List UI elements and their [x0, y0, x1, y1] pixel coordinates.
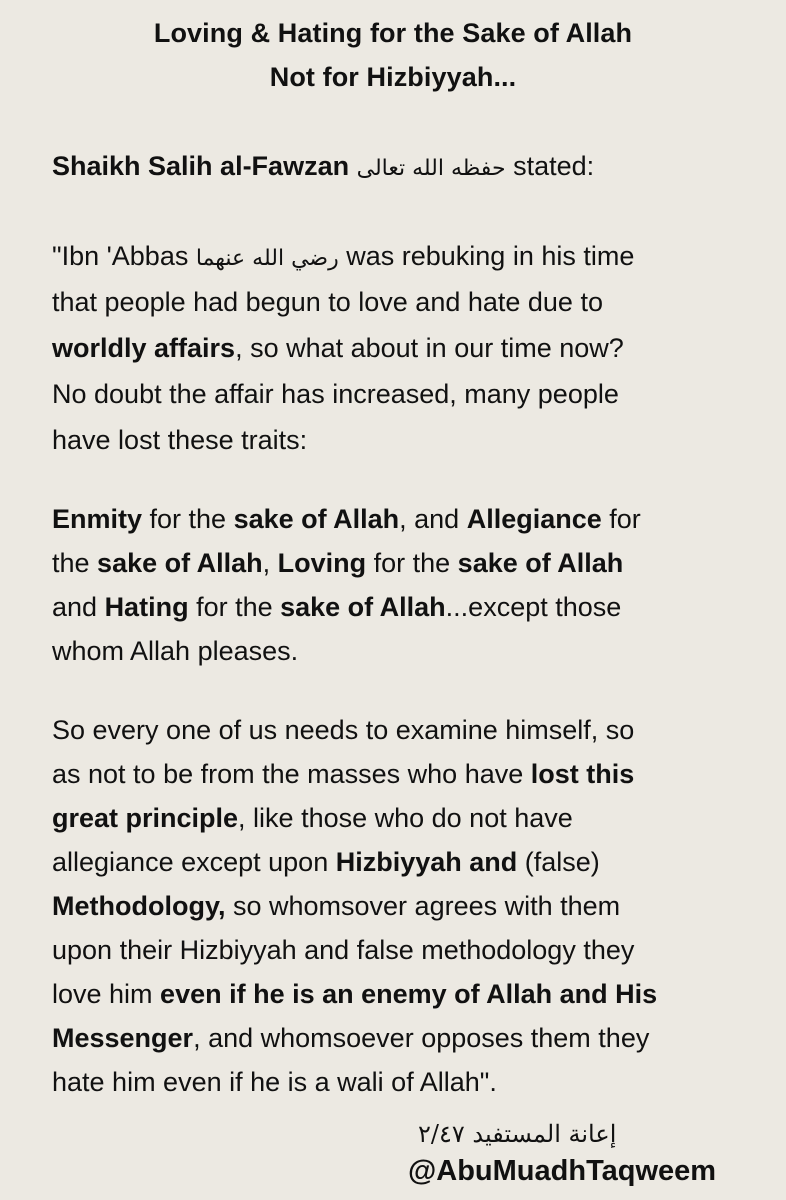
para1-line-3: worldly affairs, so what about in our time now? [52, 333, 624, 363]
para1-line-1: "Ibn 'Abbas رضي الله عنهما was rebuking in his time [52, 241, 635, 271]
author-handle: @AbuMuadhTaqweem [408, 1155, 717, 1187]
scholar-name: Shaikh Salih al-Fawzan [52, 151, 350, 181]
para2-line-2: the sake of Allah, Loving for the sake of Allah [52, 548, 624, 578]
intro-verb: stated: [513, 151, 595, 181]
honorific-arabic: حفظه الله تعالى [356, 156, 506, 181]
para3-line-4: allegiance except upon Hizbiyyah and (false) [52, 847, 600, 877]
para1-line-5: have lost these traits: [52, 425, 308, 455]
intro-line [52, 150, 594, 185]
title-line-2: Not for Hizbiyyah... [269, 62, 517, 92]
para3-line-1: So every one of us needs to examine himself, so [52, 715, 635, 745]
para1-line-4: No doubt the affair has increased, many people [52, 379, 619, 409]
para1-line-2: that people had begun to love and hate due to [52, 287, 603, 317]
para2-line-1: Enmity for the sake of Allah, and Allegiance for [52, 504, 641, 534]
para3-line-7: love him even if he is an enemy of Allah and His [52, 979, 658, 1009]
para2-line-4: whom Allah pleases. [52, 636, 299, 666]
source-reference-arabic: إعانة المستفيد ٢/٤٧ [418, 1120, 617, 1148]
para3-line-6: upon their Hizbiyyah and false methodology they [52, 935, 635, 965]
para3-line-5: Methodology, so whomsover agrees with them [52, 891, 621, 921]
para3-line-9: hate him even if he is a wali of Allah". [52, 1067, 497, 1097]
para2-line-3: and Hating for the sake of Allah...except those [52, 592, 622, 622]
para3-line-8: Messenger, and whomsoever opposes them they [52, 1023, 650, 1053]
title-line-1: Loving & Hating for the Sake of Allah [153, 18, 633, 48]
para3-line-2: as not to be from the masses who have lost this [52, 759, 635, 789]
para3-line-3: great principle, like those who do not have [52, 803, 573, 833]
